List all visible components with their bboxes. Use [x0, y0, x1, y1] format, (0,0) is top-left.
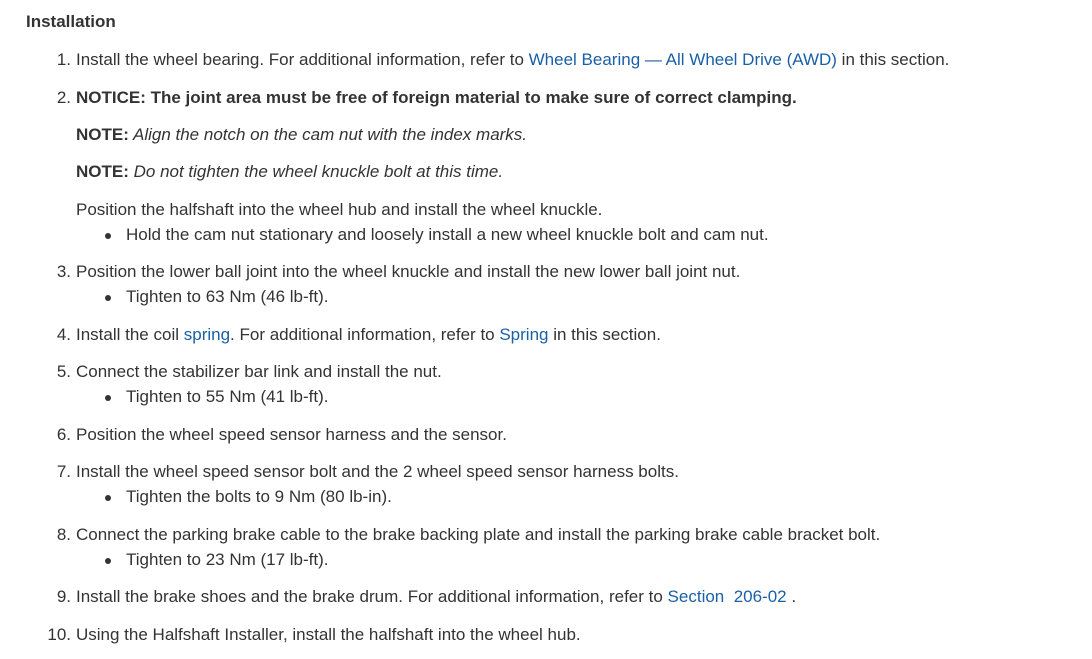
step-6-text: Position the wheel speed sensor harness and the sensor.: [76, 425, 507, 444]
step-2-text: Position the halfshaft into the wheel hub and install the wheel knuckle.: [76, 200, 603, 219]
step-number: 6.: [56, 425, 71, 444]
step-8-bullet: Tighten to 23 Nm (17 lb-ft).: [126, 550, 329, 569]
step-number: 10.: [47, 625, 71, 644]
step-8-text: Connect the parking brake cable to the brake backing plate and install the parking brake cable bracket bolt.: [76, 525, 881, 544]
wheel-bearing-link[interactable]: Wheel Bearing — All Wheel Drive (AWD): [528, 50, 837, 69]
step-7-text: Install the wheel speed sensor bolt and the 2 wheel speed sensor harness bolts.: [76, 462, 679, 481]
step-5-text: Connect the stabilizer bar link and install the nut.: [76, 362, 442, 381]
note-1: [76, 125, 527, 145]
step-number: 3.: [56, 262, 71, 281]
step-number: 9.: [56, 587, 71, 606]
bullet-icon: [105, 558, 111, 564]
step-number: 2.: [56, 88, 71, 107]
note-label: NOTE:: [76, 125, 129, 144]
bullet-icon: [105, 395, 111, 401]
step-3-bullet: Tighten to 63 Nm (46 lb-ft).: [126, 287, 329, 306]
section-206-02-link[interactable]: Section 206-02: [667, 587, 787, 606]
step-4-text: [76, 325, 661, 345]
notice-text: NOTICE: The joint area must be free of foreign material to make sure of correct clamping.: [76, 88, 797, 107]
step-number: 1.: [56, 50, 71, 69]
note-label: NOTE:: [76, 162, 129, 181]
step-number: 8.: [56, 525, 71, 544]
step-3-text: Position the lower ball joint into the wheel knuckle and install the new lower ball joint nut.: [76, 262, 741, 281]
step-4-pre: Install the coil: [76, 325, 184, 344]
bullet-icon: [105, 233, 111, 239]
step-number: 4.: [56, 325, 71, 344]
note-text: Do not tighten the wheel knuckle bolt at this time.: [128, 162, 504, 181]
section-heading: Installation: [26, 12, 116, 31]
step-1-pre: Install the wheel bearing. For additional information, refer to: [76, 50, 529, 69]
spring-section-link[interactable]: Spring: [499, 325, 549, 344]
step-number: 7.: [56, 462, 71, 481]
step-9-post: .: [786, 587, 797, 606]
step-4-mid: . For additional information, refer to: [230, 325, 500, 344]
step-4-post: in this section.: [548, 325, 661, 344]
step-7-bullet: Tighten the bolts to 9 Nm (80 lb-in).: [126, 487, 392, 506]
bullet-icon: [105, 295, 111, 301]
step-9-text: [76, 587, 796, 607]
step-number: 5.: [56, 362, 71, 381]
note-text: Align the notch on the cam nut with the index marks.: [128, 125, 528, 144]
step-5-bullet: Tighten to 55 Nm (41 lb-ft).: [126, 387, 329, 406]
step-1-post: in this section.: [836, 50, 950, 69]
spring-link[interactable]: spring: [183, 325, 231, 344]
step-1-text: [76, 50, 949, 70]
step-2-bullet: Hold the cam nut stationary and loosely install a new wheel knuckle bolt and cam nut.: [126, 225, 769, 244]
step-10-text: Using the Halfshaft Installer, install the halfshaft into the wheel hub.: [76, 625, 581, 644]
bullet-icon: [105, 495, 111, 501]
step-9-pre: Install the brake shoes and the brake drum. For additional information, refer to: [76, 587, 668, 606]
note-2: [76, 162, 503, 182]
